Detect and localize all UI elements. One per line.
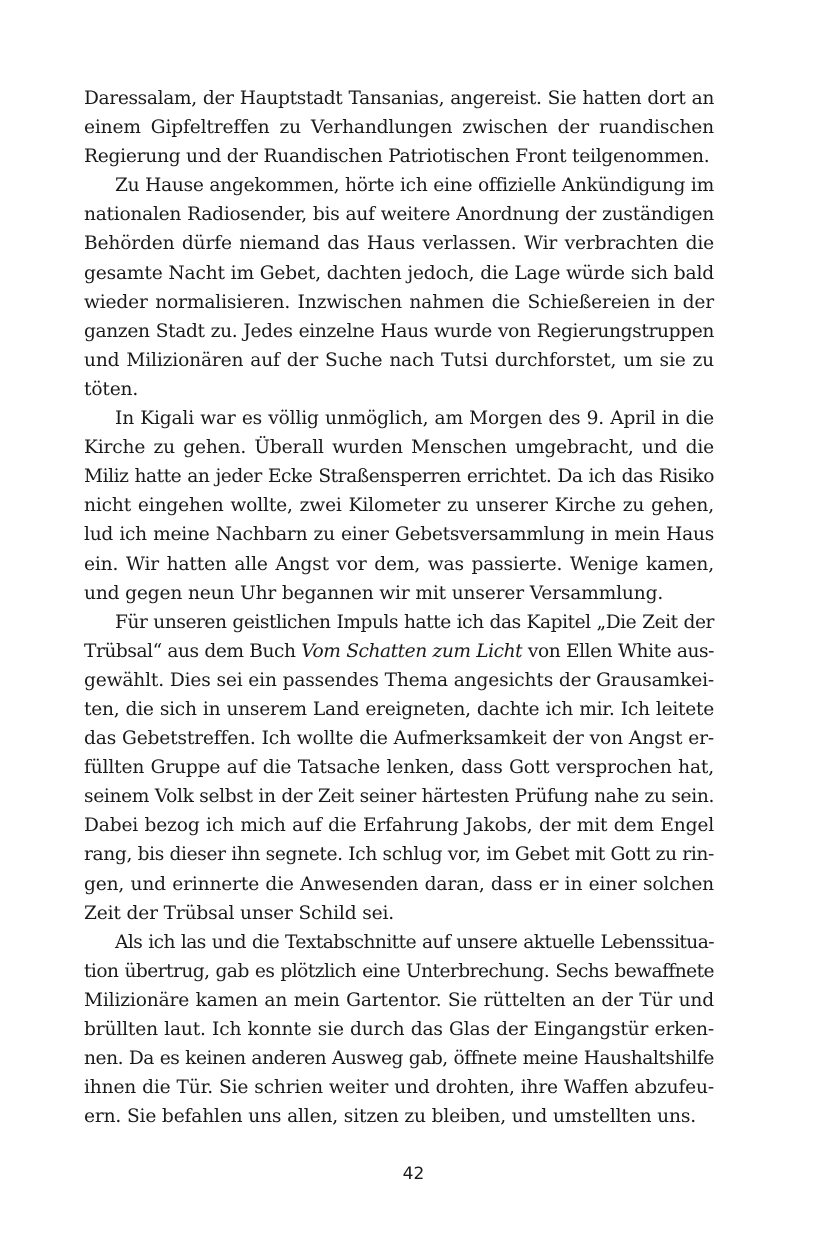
- text-line: lud ich meine Nachbarn zu einer Gebetsversammlung in mein Haus: [84, 524, 714, 546]
- paragraph: [84, 404, 714, 608]
- text-line: gesamte Nacht im Gebet, dachten jedoch, die Lage würde sich bald: [84, 262, 714, 284]
- text-line: füllten Gruppe auf die Tatsache lenken, dass Gott versprochen hat,: [84, 757, 714, 779]
- paragraph: [84, 171, 714, 404]
- book-title: Vom Schatten zum Licht: [301, 640, 523, 662]
- text-line: Kirche zu gehen. Überall wurden Menschen umgebracht, und die: [84, 437, 714, 459]
- text-line: Milizionäre kamen an mein Gartentor. Sie rüttelten an der Tür und: [84, 989, 714, 1011]
- text-line: seinem Volk selbst in der Zeit seiner härtesten Prüfung nahe zu sein.: [84, 786, 714, 808]
- text-line: gen, und erinnerte die Anwesenden daran, dass er in einer solchen: [84, 873, 714, 895]
- text-line: Als ich las und die Textabschnitte auf unsere aktuelle Lebenssitua-: [115, 931, 714, 953]
- text-line: ihnen die Tür. Sie schrien weiter und drohten, ihre Waffen abzufeu-: [84, 1077, 714, 1099]
- text-line: brüllten laut. Ich konnte sie durch das Glas der Eingangstür erken-: [84, 1019, 714, 1040]
- text-line: nen. Da es keinen anderen Ausweg gab, öffnete meine Haushaltshilfe: [84, 1048, 714, 1070]
- text-line: ein. Wir hatten alle Angst vor dem, was passierte. Wenige kamen,: [84, 553, 714, 575]
- text-line: gewählt. Dies sei ein passendes Thema angesichts der Grausamkei-: [84, 669, 714, 691]
- text-line: einem Gipfeltreffen zu Verhandlungen zwischen der ruandischen: [84, 117, 714, 139]
- paragraph: [84, 928, 714, 1132]
- text-line: Für unseren geistlichen Impuls hatte ich das Kapitel „Die Zeit der: [115, 611, 714, 633]
- text-line: das Gebetstreffen. Ich wollte die Aufmerksamkeit der von Angst er-: [84, 728, 714, 750]
- body-text: [84, 84, 714, 1131]
- text-segment: Trübsal“ aus dem Buch: [84, 640, 302, 662]
- text-line: ganzen Stadt zu. Jedes einzelne Haus wurde von Regierungstruppen: [84, 320, 714, 342]
- text-line: Behörden dürfe niemand das Haus verlassen. Wir verbrachten die: [84, 233, 714, 255]
- text-line: töten.: [84, 378, 139, 400]
- text-line: rang, bis dieser ihn segnete. Ich schlug vor, im Gebet mit Gott zu rin-: [84, 844, 714, 866]
- text-segment: von Ellen White aus-: [522, 640, 714, 662]
- text-line: Zeit der Trübsal unser Schild sei.: [84, 902, 395, 924]
- text-line: und gegen neun Uhr begannen wir mit unserer Versammlung.: [84, 582, 664, 604]
- text-line: Dabei bezog ich mich auf die Erfahrung Jakobs, der mit dem Engel: [84, 815, 714, 837]
- text-line: Daressalam, der Hauptstadt Tansanias, angereist. Sie hatten dort an: [84, 88, 714, 109]
- text-line: [84, 637, 714, 666]
- text-line: Miliz hatte an jeder Ecke Straßensperren errichtet. Da ich das Risiko: [84, 466, 714, 488]
- text-line: und Milizionären auf der Suche nach Tutsi durchforstet, um sie zu: [84, 349, 714, 371]
- text-line: ern. Sie befahlen uns allen, sitzen zu bleiben, und umstellten uns.: [84, 1106, 696, 1128]
- text-line: tion übertrug, gab es plötzlich eine Unterbrechung. Sechs bewaffnete: [84, 960, 714, 982]
- text-line: Zu Hause angekommen, hörte ich eine offizielle Ankündigung im: [115, 175, 714, 197]
- paragraph: [84, 84, 714, 171]
- paragraph: [84, 608, 714, 928]
- text-line: ten, die sich in unserem Land ereigneten, dachte ich mir. Ich leitete: [84, 698, 714, 720]
- text-line: wieder normalisieren. Inzwischen nahmen die Schießereien in der: [84, 291, 714, 313]
- text-line: nicht eingehen wollte, zwei Kilometer zu unserer Kirche zu gehen,: [84, 495, 714, 517]
- text-line: Regierung und der Ruandischen Patriotischen Front teilgenommen.: [84, 146, 710, 168]
- text-line: In Kigali war es völlig unmöglich, am Morgen des 9. April in die: [115, 408, 714, 430]
- page-number: 42: [402, 1164, 425, 1184]
- text-line: nationalen Radiosender, bis auf weitere Anordnung der zuständigen: [84, 204, 714, 226]
